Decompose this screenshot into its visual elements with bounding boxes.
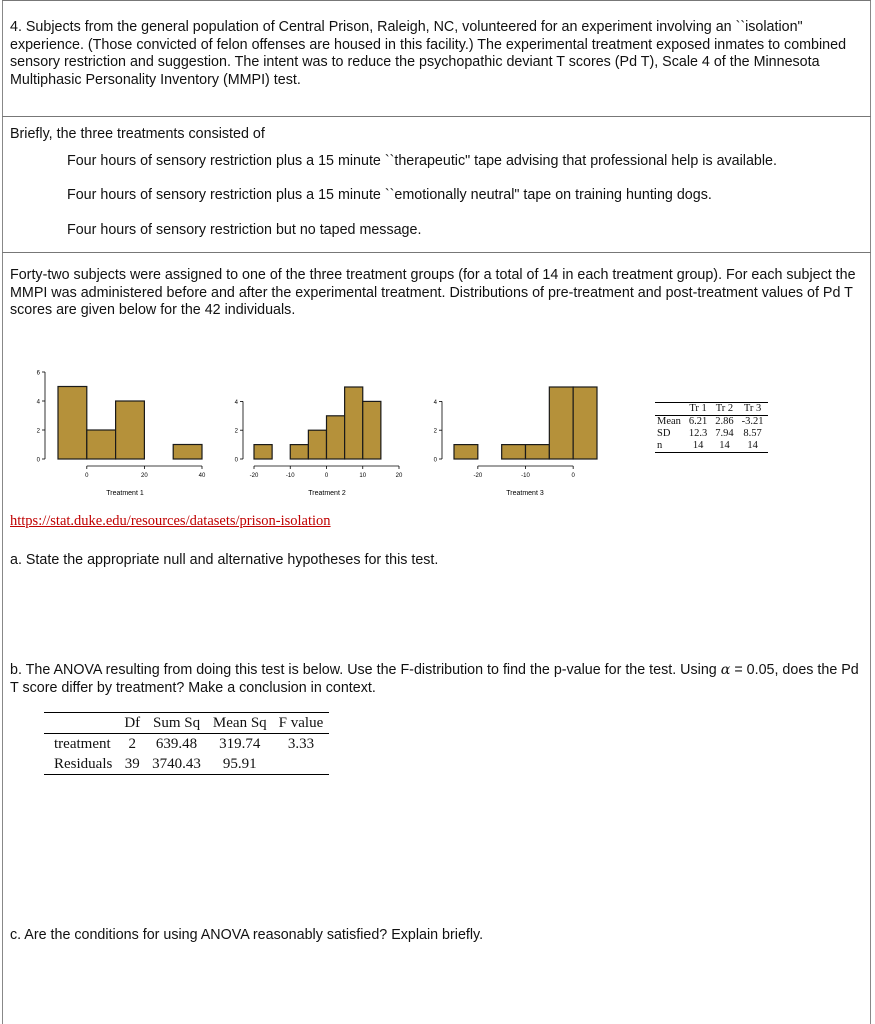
x-tick-label: 0 xyxy=(85,473,89,479)
treatment-2-description: Four hours of sensory restriction plus a 15 minute ``emotionally neutral" tape on training hunting dogs. xyxy=(67,187,712,203)
histogram-bar xyxy=(87,430,116,459)
anova-header-cell: F value xyxy=(273,713,330,734)
histogram-bar xyxy=(254,445,272,459)
anova-cell: 3740.43 xyxy=(146,754,207,775)
y-tick-label: 0 xyxy=(433,457,437,464)
anova-cell: 2 xyxy=(128,736,136,752)
anova-header-cell: Sum Sq xyxy=(146,713,207,734)
histogram-bar xyxy=(502,445,526,459)
summary-cell: -3.21 xyxy=(741,416,764,427)
x-tick-label: 40 xyxy=(198,473,206,479)
y-tick-label: 2 xyxy=(234,428,238,435)
histogram-bar xyxy=(454,445,478,459)
summary-cell: 12.3 xyxy=(688,428,708,439)
summary-cell: 7.94 xyxy=(715,428,734,439)
histogram-bar xyxy=(363,401,381,459)
part-b-question xyxy=(10,662,860,697)
problem-intro: 4. Subjects from the general population of Central Prison, Raleigh, NC, volunteered for an experiment involving an ``isolation" experience. (Those convicted of felon offenses are housed in this facility.) The experimental treatment exposed inmates to combined sensory restriction and suggestion. The intent was to reduce the psychopathic deviant T scores (Pd T), Scale 4 of the Minnesota Multiphasic Personality Inventory (MMPI) test. xyxy=(10,19,847,88)
anova-header-row xyxy=(44,713,329,734)
histograms xyxy=(0,360,650,510)
summary-header-cell: Tr 2 xyxy=(711,403,737,416)
part-b-text-start: b. The ANOVA resulting from doing this test is below. Use the F-distribution to find the p-value for the test. Using xyxy=(10,662,721,678)
treatments-lead: Briefly, the three treatments consisted of xyxy=(10,126,265,142)
summary-header-cell: Tr 1 xyxy=(685,403,711,416)
summary-cell: 14 xyxy=(685,440,711,453)
x-tick-label: -20 xyxy=(473,473,483,479)
summary-row-sd xyxy=(655,428,768,440)
histogram-bar xyxy=(290,445,308,459)
alpha-symbol: α xyxy=(720,662,731,678)
x-tick-label: 0 xyxy=(324,473,329,479)
y-tick-label: 0 xyxy=(234,457,238,464)
histogram-bar xyxy=(58,387,87,460)
histogram-bar xyxy=(549,387,573,459)
histogram-bar xyxy=(116,401,145,459)
y-tick-label: 4 xyxy=(36,399,40,406)
anova-cell: 319.74 xyxy=(219,736,261,752)
anova-cell: 39 xyxy=(118,754,146,775)
x-tick-label: 10 xyxy=(359,473,367,479)
histogram-bar xyxy=(308,430,326,459)
x-tick-label: 20 xyxy=(141,473,148,479)
x-tick-label: -10 xyxy=(285,473,295,479)
summary-cell: 8.57 xyxy=(743,428,762,439)
part-a-question: a. State the appropriate null and alternative hypotheses for this test. xyxy=(10,552,439,568)
design-paragraph: Forty-two subjects were assigned to one of the three treatment groups (for a total of 14 in each treatment group). For each subject the MMPI was administered before and after the experimental treatment. Distributions of pre-treatment and post-treatment values of Pd T scores are given below for the 42 individuals. xyxy=(10,267,856,318)
dataset-link[interactable]: https://stat.duke.edu/resources/datasets/prison-isolation xyxy=(10,513,331,529)
x-axis-label: Treatment 1 xyxy=(106,490,144,497)
part-b-text-end: = 0.05, does the Pd T score differ by treatment? Make a conclusion in context. xyxy=(10,662,859,696)
anova-row-residuals xyxy=(44,754,329,775)
x-axis-label: Treatment 2 xyxy=(308,490,346,497)
x-tick-label: -10 xyxy=(521,473,530,479)
x-tick-label: -20 xyxy=(249,473,259,479)
summary-statistics-table xyxy=(655,402,768,453)
y-tick-label: 2 xyxy=(36,428,40,435)
x-tick-label: 0 xyxy=(571,473,575,479)
divider-top xyxy=(2,0,871,1)
summary-header-cell: Tr 3 xyxy=(738,403,768,416)
y-tick-label: 0 xyxy=(36,457,40,464)
y-tick-label: 4 xyxy=(433,399,437,406)
treatment-1-description: Four hours of sensory restriction plus a 15 minute ``therapeutic" tape advising that professional help is available. xyxy=(67,153,777,169)
summary-cell: 14 xyxy=(711,440,737,453)
treatment-3-description: Four hours of sensory restriction but no taped message. xyxy=(67,222,422,238)
anova-header-cell: Df xyxy=(118,713,146,734)
x-axis-label: Treatment 3 xyxy=(506,490,544,497)
summary-cell: Mean xyxy=(657,416,681,427)
anova-cell: treatment xyxy=(54,736,111,752)
summary-cell: n xyxy=(655,440,685,453)
anova-header-cell xyxy=(44,713,118,734)
x-tick-label: 20 xyxy=(395,473,403,479)
y-tick-label: 4 xyxy=(234,399,238,406)
histogram-bar xyxy=(573,387,597,459)
summary-cell: SD xyxy=(657,428,671,439)
histogram-bar xyxy=(173,445,202,460)
summary-header-row xyxy=(655,403,768,416)
part-c-question: c. Are the conditions for using ANOVA reasonably satisfied? Explain briefly. xyxy=(10,927,484,943)
anova-cell: Residuals xyxy=(44,754,118,775)
divider-2 xyxy=(2,252,871,253)
histogram-bar xyxy=(345,387,363,459)
histogram-bar xyxy=(327,416,345,459)
y-tick-label: 6 xyxy=(36,370,40,377)
summary-cell: 2.86 xyxy=(715,416,734,427)
anova-table xyxy=(44,712,329,775)
anova-cell: 95.91 xyxy=(207,754,273,775)
y-tick-label: 2 xyxy=(433,428,437,435)
divider-1 xyxy=(2,116,871,117)
summary-cell: 6.21 xyxy=(688,416,708,427)
summary-row-n xyxy=(655,440,768,453)
summary-header-cell xyxy=(655,403,685,416)
anova-cell xyxy=(273,754,330,775)
anova-header-cell: Mean Sq xyxy=(207,713,273,734)
anova-cell: 639.48 xyxy=(155,736,198,752)
histogram-bar xyxy=(526,445,550,459)
summary-row-mean xyxy=(655,416,768,429)
anova-row-treatment xyxy=(44,734,329,755)
summary-cell: 14 xyxy=(738,440,768,453)
anova-cell: 3.33 xyxy=(287,736,315,752)
